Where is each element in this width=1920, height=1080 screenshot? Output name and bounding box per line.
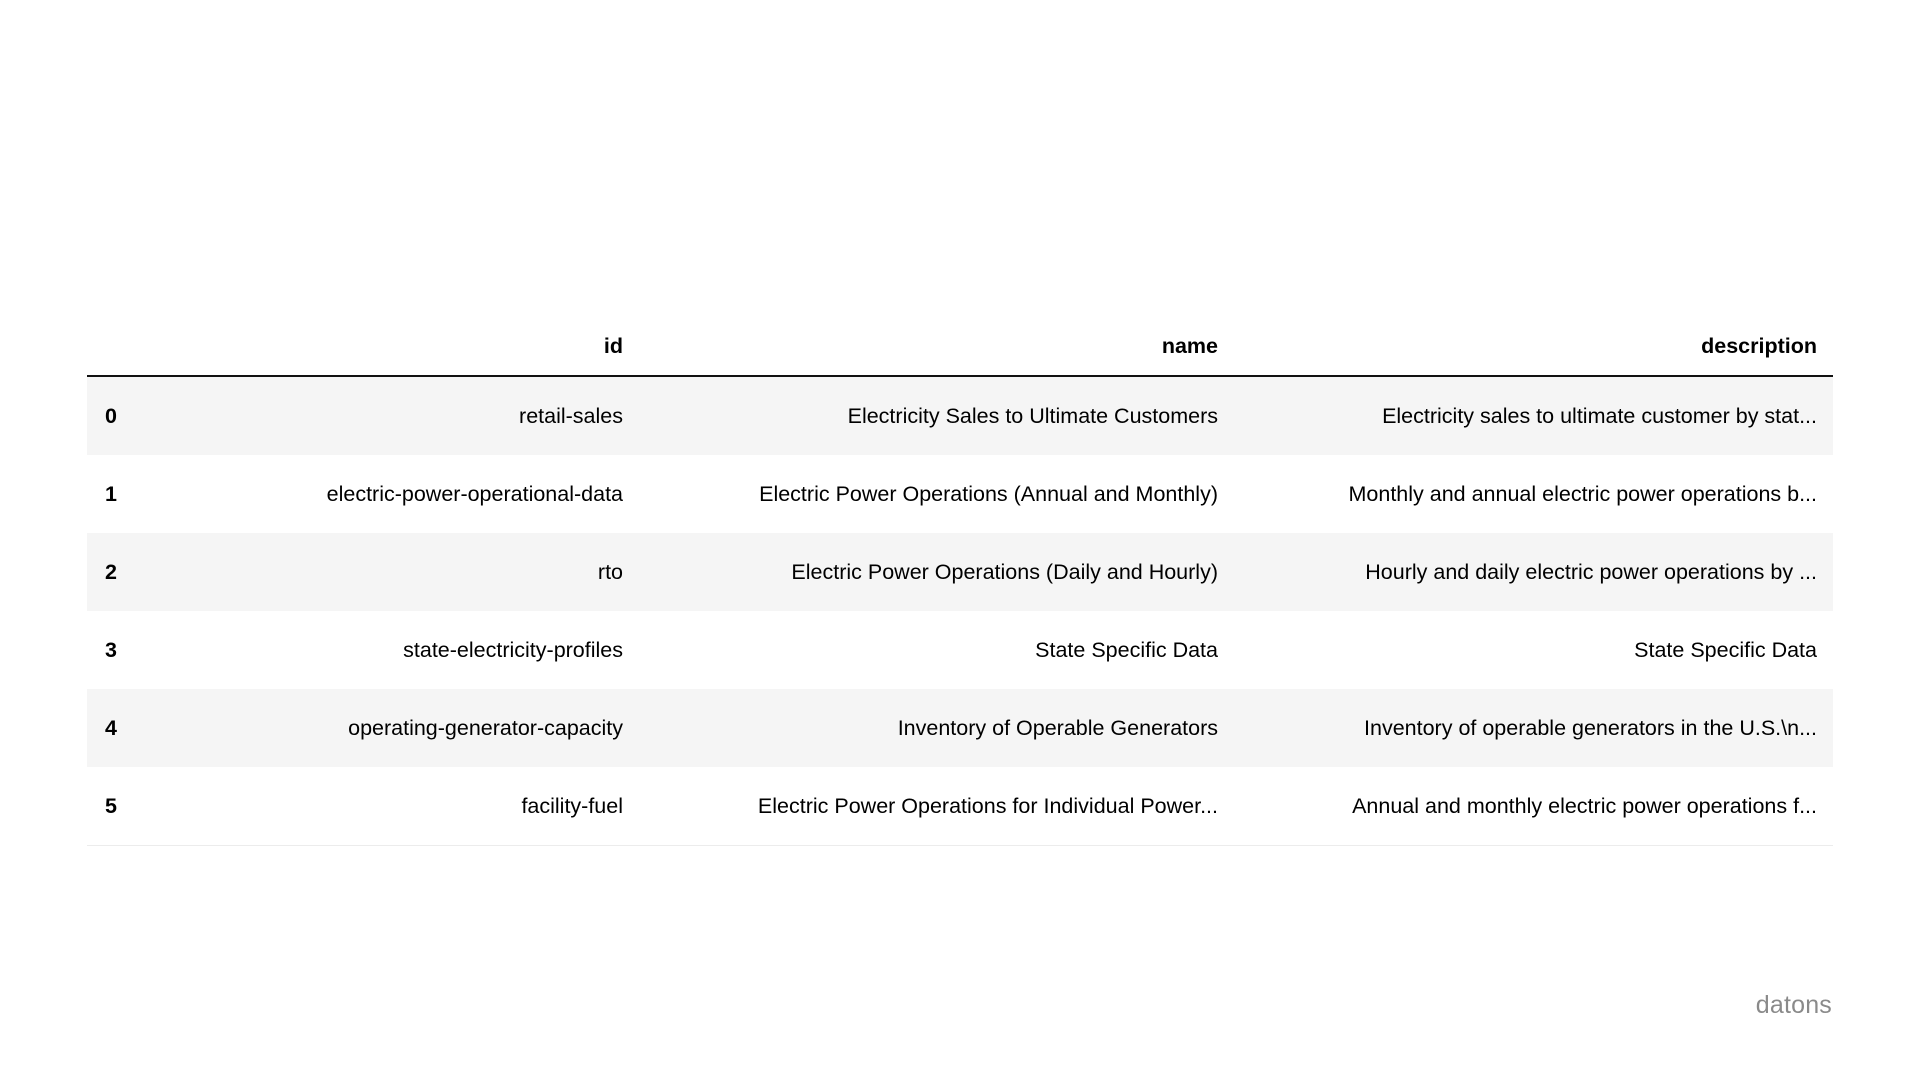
row-index: 4 (87, 689, 159, 767)
cell-description: Monthly and annual electric power operations b... (1234, 455, 1833, 533)
row-index: 0 (87, 376, 159, 455)
cell-id: rto (159, 533, 639, 611)
table-row (87, 767, 1833, 846)
dataframe-table (87, 320, 1833, 846)
cell-name: Electric Power Operations for Individual Power... (639, 767, 1234, 846)
dataframe-container (87, 320, 1833, 846)
cell-name: Electric Power Operations (Daily and Hourly) (639, 533, 1234, 611)
table-row (87, 689, 1833, 767)
cell-name: State Specific Data (639, 611, 1234, 689)
cell-id: retail-sales (159, 376, 639, 455)
table-row (87, 533, 1833, 611)
cell-description: Hourly and daily electric power operations by ... (1234, 533, 1833, 611)
cell-name: Inventory of Operable Generators (639, 689, 1234, 767)
table-row (87, 611, 1833, 689)
row-index: 1 (87, 455, 159, 533)
table-row (87, 376, 1833, 455)
column-header-id: id (159, 320, 639, 376)
cell-description: Inventory of operable generators in the U.S.\n... (1234, 689, 1833, 767)
cell-name: Electric Power Operations (Annual and Monthly) (639, 455, 1234, 533)
cell-id: electric-power-operational-data (159, 455, 639, 533)
header-row (87, 320, 1833, 376)
cell-description: State Specific Data (1234, 611, 1833, 689)
table-row (87, 455, 1833, 533)
cell-id: state-electricity-profiles (159, 611, 639, 689)
table-body (87, 376, 1833, 846)
row-index: 3 (87, 611, 159, 689)
column-header-description: description (1234, 320, 1833, 376)
cell-name: Electricity Sales to Ultimate Customers (639, 376, 1234, 455)
cell-description: Electricity sales to ultimate customer by stat... (1234, 376, 1833, 455)
cell-description: Annual and monthly electric power operations f... (1234, 767, 1833, 846)
table-header (87, 320, 1833, 376)
cell-id: facility-fuel (159, 767, 639, 846)
column-header-index (87, 320, 159, 376)
column-header-name: name (639, 320, 1234, 376)
row-index: 5 (87, 767, 159, 846)
watermark-label: datons (1755, 991, 1832, 1019)
row-index: 2 (87, 533, 159, 611)
cell-id: operating-generator-capacity (159, 689, 639, 767)
